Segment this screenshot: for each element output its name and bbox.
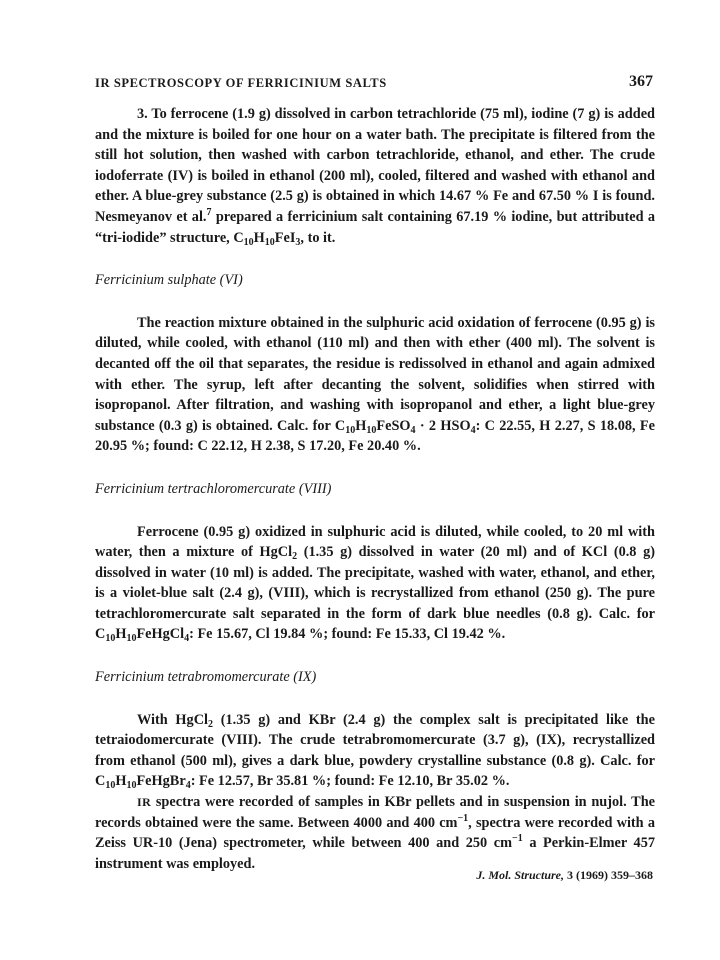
- ir-smallcaps-label: IR: [137, 795, 152, 810]
- journal-name: J. Mol. Structure,: [476, 868, 564, 882]
- paragraph-ir-spectra: IR spectra were recorded of samples in KBr pellets and in suspension in nujol. The records obtained were the same. Between 4000 and 400 $cm^{-1}$, spectra were recorded with a Zeiss UR-10 (Jena) spectrometer, while between 400 and 250 $cm^{-1}$ a Perkin-Elmer 457 instrument was employed.: [95, 794, 655, 872]
- running-head: IR SPECTROSCOPY OF FERRICINIUM SALTS: [95, 76, 387, 90]
- reference-7: 7: [206, 206, 212, 218]
- journal-footer: [476, 868, 653, 883]
- paragraph-tetrabromomercurate: With HgCl$_2$ (1.35 g) and KBr (2.4 g) the complex salt is precipitated like the tetraiodomercurate (VIII). The crude tetrabromomercurate (3.7 g), (IX), recrystallized from ethanol (500 ml), gives a dark blue, powdery crystalline substance (0.8 g). Calc. for $C_{10}H_{10}FeHgBr_4$: Fe 12.57, Br 35.81 %; found: Fe 12.10, Br 35.02 %.: [95, 711, 655, 792]
- journal-citation: 3 (1969) 359–368: [564, 868, 653, 882]
- paragraph-section-3: 3. To ferrocene (1.9 g) dissolved in carbon tetrachloride (75 ml), iodine (7 g) is added and the mixture is boiled for one hour on a water bath. The precipitate is filtered from the still hot solution, then washed with carbon tetrachloride, ethanol, and ether. The crude iodoferrate (IV) is boiled in ethanol (200 ml), cooled, filtered and washed with ethanol and ether. A blue-grey substance (2.5 g) is obtained in which 14.67 % Fe and 67.50 % I is found. Nesmeyanov et al.$^7$ prepared a ferricinium salt containing 67.19 % iodine, but attributed a “tri-iodide” structure, $C_{10}H_{10}FeI_3$, to it.: [95, 106, 656, 248]
- paragraph-sulphate: The reaction mixture obtained in the sulphuric acid oxidation of ferrocene (0.95 g) is diluted, while cooled, with ethanol (110 ml) and then with ether (400 ml). The solvent is decanted off the oil that separates, the residue is redissolved in ethanol and again admixed with ether. The syrup, left after decanting the solvent, solidifies when stirred with isopropanol. After filtration, and washing with isopropanol and ether, a light blue-grey substance (0.3 g) is obtained. Calc. for $C_{10}H_{10}FeSO_4 \cdot 2$ $HSO_4$: C 22.55, H 2.27, S 18.08, Fe 20.95 %; found: C 22.12, H 2.38, S 17.20, Fe 20.40 %.: [95, 314, 655, 455]
- heading-tetrachloromercurate: Ferricinium tertrachloromercurate (VIII): [95, 480, 332, 497]
- page-number: 367: [629, 73, 653, 90]
- paragraph-tetrachloromercurate: Ferrocene (0.95 g) oxidized in sulphuric acid is diluted, while cooled, to 20 ml with water, then a mixture of HgCl$_2$ (1.35 g) dissolved in water (20 ml) and of KCl (0.8 g) dissolved in water (10 ml) is added. The precipitate, washed with water, ethanol, and ether, is a violet-blue salt (2.4 g), (VIII), which is recrystallized from ethanol (250 g). The pure tetrachloromercurate salt separated in the form of dark blue needles (0.8 g). Calc. for $C_{10}H_{10}FeHgCl_4$: Fe 15.67, Cl 19.84 %; found: Fe 15.33, Cl 19.42 %.: [95, 523, 655, 645]
- body-text: [95, 104, 655, 874]
- heading-tetrabromomercurate: Ferricinium tetrabromomercurate (IX): [95, 669, 317, 686]
- heading-sulphate: Ferricinium sulphate (VI): [95, 272, 243, 289]
